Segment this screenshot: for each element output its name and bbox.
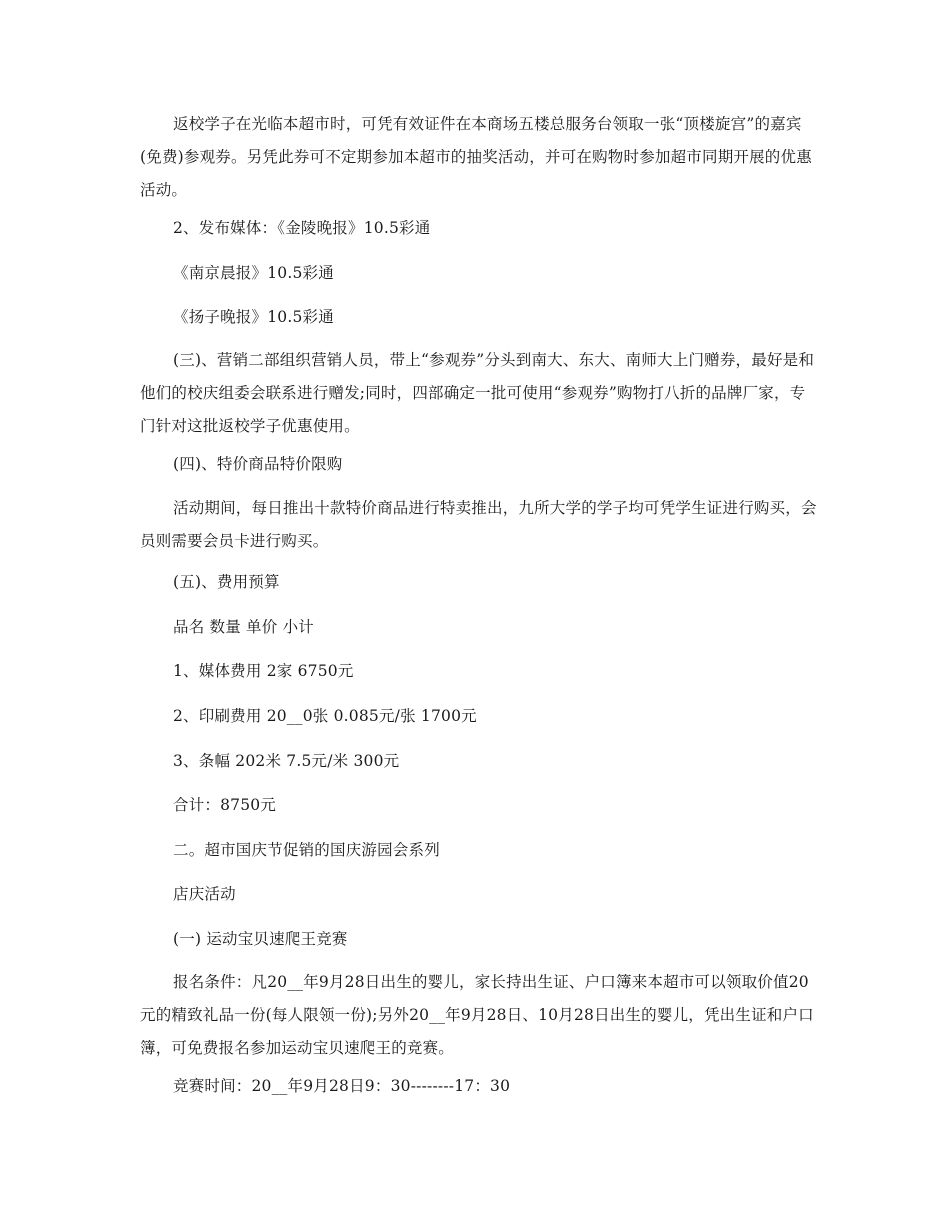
paragraph-section-3: (三)、营销二部组织营销人员，带上“参观券”分头到南大、东大、南师大上门赠券，最好是和他们的校庆组委会联系进行赠发;同时，四部确定一批可使用“参观券”购物打八折的品牌厂家，专门针对这批返校学子优惠使用。 xyxy=(140,351,815,435)
heading-item-1: (一) 运动宝贝速爬王竞赛 xyxy=(173,930,348,948)
budget-item-2: 2、印刷费用 20__0张 0.085元/张 1700元 xyxy=(173,707,477,725)
paragraph-media-2: 《南京晨报》10.5彩通 xyxy=(173,264,334,282)
budget-header: 品名 数量 单价 小计 xyxy=(173,618,314,636)
paragraph-special-offer: 活动期间，每日推出十款特价商品进行特卖推出，九所大学的学子均可凭学生证进行购买，会员则需要会员卡进行购买。 xyxy=(140,499,817,550)
heading-part-2: 二。超市国庆节促销的国庆游园会系列 xyxy=(173,841,440,859)
heading-section-5: (五)、费用预算 xyxy=(173,573,280,591)
paragraph-media-3: 《扬子晚报》10.5彩通 xyxy=(173,308,334,326)
paragraph-coupon-intro: 返校学子在光临本超市时，可凭有效证件在本商场五楼总服务台领取一张“顶楼旋宫”的嘉宾(免费)参观券。另凭此券可不定期参加本超市的抽奖活动，并可在购物时参加超市同期开展的优惠活动。 xyxy=(140,115,812,199)
budget-item-1: 1、媒体费用 2家 6750元 xyxy=(173,662,354,680)
heading-section-4: (四)、特价商品特价限购 xyxy=(173,455,343,473)
paragraph-media-1: 2、发布媒体：《金陵晚报》10.5彩通 xyxy=(173,219,431,237)
paragraph-registration: 报名条件：凡20__年9月28日出生的婴儿，家长持出生证、户口簿来本超市可以领取价值20元的精致礼品一份(每人限领一份);另外20__年9月28日、10月28日出生的婴儿，凭出生证和户口簿，可免费报名参加运动宝贝速爬王的竞赛。 xyxy=(140,973,814,1057)
budget-item-3: 3、条幅 202米 7.5元/米 300元 xyxy=(173,752,400,770)
paragraph-competition-time: 竞赛时间：20__年9月28日9：30--------17：30 xyxy=(173,1077,511,1095)
subheading-anniversary: 店庆活动 xyxy=(173,885,236,903)
budget-total: 合计：8750元 xyxy=(173,796,277,814)
